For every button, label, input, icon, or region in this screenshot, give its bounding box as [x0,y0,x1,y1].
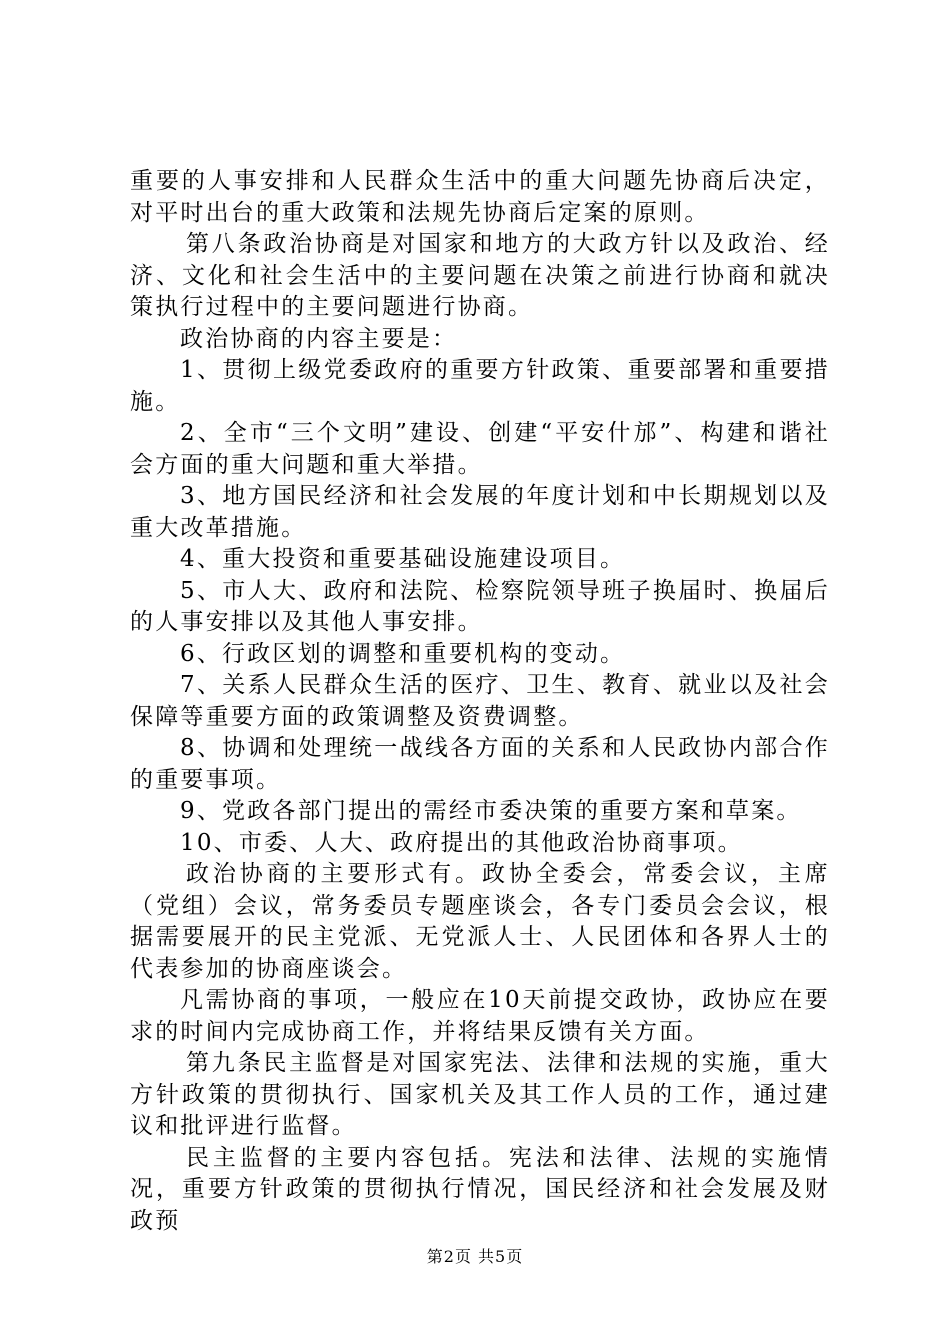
paragraph-consultation-content-heading: 政治协商的内容主要是： [180,325,458,352]
paragraph-continuation: 重要的人事安排和人民群众生活中的重大问题先协商后决定，对平时出台的重大政策和法规先协商后定案的原则。 [130,168,830,226]
list-item-4: 4、重大投资和重要基础设施建设项目。 [180,546,626,572]
list-item-6: 6、行政区划的调整和重要机构的变动。 [180,640,626,667]
paragraph-article-8: 第八条政治协商是对国家和地方的大政方针以及政治、经济、文化和社会生活中的主要问题在决策之前进行协商和就决策执行过程中的主要问题进行协商。 [130,231,830,320]
list-item-2: 2、全市“三个文明”建设、创建“平安什邡”、构建和谐社会方面的重大问题和重大举措。 [130,420,830,478]
list-item-1: 1、贯彻上级党委政府的重要方针政策、重要部署和重要措施。 [130,357,830,415]
paragraph-consultation-deadline: 凡需协商的事项，一般应在10天前提交政协，政协应在要求的时间内完成协商工作，并将结果反馈有关方面。 [130,987,830,1045]
list-item-8: 8、协调和处理统一战线各方面的关系和人民政协内部合作的重要事项。 [130,735,830,793]
page-number-footer: 第2页 共5页 [426,1247,524,1266]
list-item-5: 5、市人大、政府和法院、检察院领导班子换届时、换届后的人事安排以及其他人事安排。 [130,577,830,635]
list-item-7: 7、关系人民群众生活的医疗、卫生、教育、就业以及社会保障等重要方面的政策调整及资费调整。 [130,672,830,730]
paragraph-supervision-content: 民主监督的主要内容包括。宪法和法律、法规的实施情况，重要方针政策的贯彻执行情况，国民经济和社会发展及财政预 [130,1144,830,1234]
list-item-3: 3、地方国民经济和社会发展的年度计划和中长期规划以及重大改革措施。 [130,483,830,541]
document-body [130,166,830,1237]
list-item-9: 9、党政各部门提出的需经市委决策的重要方案和草案。 [180,798,802,824]
paragraph-consultation-forms: 政治协商的主要形式有。政协全委会，常委会议，主席（党组）会议，常务委员专题座谈会，各专门委员会会议，根据需要展开的民主党派、无党派人士、人民团体和各界人士的代表参加的协商座谈会。 [130,861,830,982]
list-item-10: 10、市委、人大、政府提出的其他政治协商事项。 [180,829,743,856]
paragraph-article-9: 第九条民主监督是对国家宪法、法律和法规的实施，重大方针政策的贯彻执行、国家机关及其工作人员的工作，通过建议和批评进行监督。 [130,1050,830,1139]
